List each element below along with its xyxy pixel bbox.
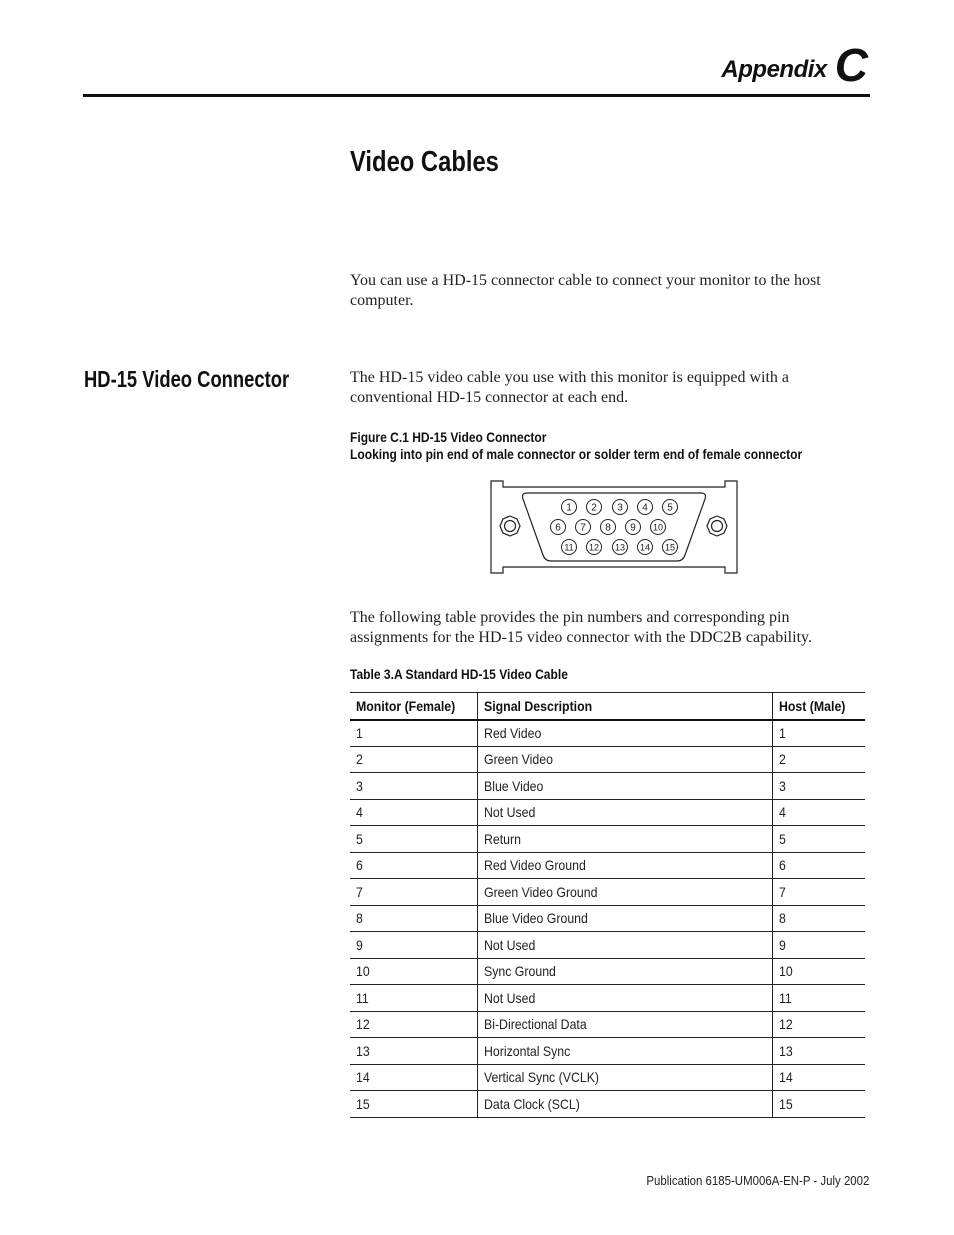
hd15-connector-diagram — [489, 479, 739, 575]
pin-12 — [587, 540, 602, 555]
signal-description-cell: Horizontal Sync — [477, 1038, 772, 1065]
pin-4 — [638, 500, 653, 515]
signal-description-cell: Sync Ground — [477, 958, 772, 985]
figure-caption: Figure C.1 HD-15 Video Connector — [350, 429, 547, 445]
monitor-pin-cell: 12 — [350, 1011, 477, 1038]
pin-14 — [638, 540, 653, 555]
host-pin-cell: 6 — [772, 852, 865, 879]
host-pin-cell: 9 — [772, 932, 865, 959]
signal-description-cell: Not Used — [477, 932, 772, 959]
monitor-pin-cell: 13 — [350, 1038, 477, 1065]
signal-description-cell: Red Video — [477, 720, 772, 747]
pin-assignment-table — [350, 692, 865, 1118]
appendix-word: Appendix — [721, 56, 827, 83]
monitor-pin-cell: 14 — [350, 1064, 477, 1091]
pin-6 — [551, 520, 566, 535]
table-row — [350, 826, 865, 853]
right-screw — [707, 516, 727, 536]
monitor-pin-cell: 4 — [350, 799, 477, 826]
host-pin-cell: 4 — [772, 799, 865, 826]
table-row — [350, 905, 865, 932]
intro-paragraph: You can use a HD-15 connector cable to connect your monitor to the host computer. — [350, 272, 821, 309]
table-row — [350, 1038, 865, 1065]
table-header-row — [350, 693, 865, 720]
section-paragraph: The HD-15 video cable you use with this monitor is equipped with a conventional HD-15 connector at each end. — [350, 369, 790, 406]
host-pin-cell: 2 — [772, 746, 865, 773]
pin-label: 15 — [664, 542, 676, 553]
table-row — [350, 1091, 865, 1118]
host-pin-cell: 1 — [772, 720, 865, 747]
table-caption: Table 3.A Standard HD-15 Video Cable — [350, 666, 568, 682]
monitor-pin-cell: 6 — [350, 852, 477, 879]
pin-2 — [587, 500, 602, 515]
pin-label: 4 — [642, 502, 648, 514]
pin-5 — [663, 500, 678, 515]
figure-subcaption: Looking into pin end of male connector or solder term end of female connector — [350, 446, 803, 462]
pin-label: 8 — [605, 522, 611, 534]
table-row — [350, 852, 865, 879]
table-row — [350, 932, 865, 959]
pin-label: 13 — [614, 542, 626, 553]
header-rule — [83, 94, 870, 97]
pin-1 — [562, 500, 577, 515]
host-pin-cell: 3 — [772, 773, 865, 800]
pin-label: 9 — [630, 522, 636, 534]
monitor-pin-cell: 9 — [350, 932, 477, 959]
pin-label: 14 — [639, 542, 651, 553]
host-pin-cell: 13 — [772, 1038, 865, 1065]
signal-description-cell: Blue Video Ground — [477, 905, 772, 932]
connector-shell — [491, 481, 737, 573]
signal-description-cell: Return — [477, 826, 772, 853]
monitor-pin-cell: 11 — [350, 985, 477, 1012]
monitor-pin-cell: 7 — [350, 879, 477, 906]
table-row — [350, 720, 865, 747]
pin-label: 1 — [566, 502, 572, 514]
table-row — [350, 879, 865, 906]
monitor-pin-cell: 2 — [350, 746, 477, 773]
pin-9 — [626, 520, 641, 535]
appendix-letter: C — [834, 39, 868, 91]
table-row — [350, 746, 865, 773]
pin-label: 11 — [564, 542, 574, 553]
table-row — [350, 799, 865, 826]
host-pin-cell: 10 — [772, 958, 865, 985]
pin-label: 12 — [588, 542, 600, 553]
signal-description-cell: Vertical Sync (VCLK) — [477, 1064, 772, 1091]
pin-label: 5 — [667, 502, 673, 514]
host-pin-cell: 12 — [772, 1011, 865, 1038]
pin-label: 3 — [617, 502, 623, 514]
pin-8 — [601, 520, 616, 535]
pin-15 — [663, 540, 678, 555]
table-row — [350, 985, 865, 1012]
pin-11 — [562, 540, 577, 555]
monitor-pin-cell: 10 — [350, 958, 477, 985]
signal-description-cell: Data Clock (SCL) — [477, 1091, 772, 1118]
monitor-pin-cell: 3 — [350, 773, 477, 800]
signal-description-cell: Red Video Ground — [477, 852, 772, 879]
appendix-heading — [721, 34, 868, 91]
pin-label: 10 — [652, 522, 664, 533]
monitor-pin-cell: 15 — [350, 1091, 477, 1118]
host-pin-cell: 8 — [772, 905, 865, 932]
monitor-pin-cell: 5 — [350, 826, 477, 853]
pin-label: 6 — [555, 522, 561, 534]
monitor-pin-cell: 1 — [350, 720, 477, 747]
signal-description-cell: Not Used — [477, 985, 772, 1012]
column-header-host: Host (Male) — [772, 693, 865, 720]
pin-label: 2 — [591, 502, 597, 514]
signal-description-cell: Green Video Ground — [477, 879, 772, 906]
host-pin-cell: 7 — [772, 879, 865, 906]
monitor-pin-cell: 8 — [350, 905, 477, 932]
pin-10 — [651, 520, 666, 535]
pin-label: 7 — [580, 522, 586, 534]
publication-footer: Publication 6185-UM006A-EN-P - July 2002 — [646, 1173, 869, 1188]
left-screw — [500, 516, 520, 536]
column-header-signal: Signal Description — [477, 693, 772, 720]
host-pin-cell: 14 — [772, 1064, 865, 1091]
pin-7 — [576, 520, 591, 535]
table-intro-paragraph: The following table provides the pin numbers and corresponding pin assignments for the HD-15 video connector with the DDC2B capability. — [350, 609, 812, 646]
pin-3 — [613, 500, 628, 515]
table-row — [350, 1064, 865, 1091]
table-row — [350, 773, 865, 800]
pin-13 — [613, 540, 628, 555]
page-title: Video Cables — [350, 146, 499, 178]
host-pin-cell: 15 — [772, 1091, 865, 1118]
column-header-monitor: Monitor (Female) — [350, 693, 477, 720]
signal-description-cell: Not Used — [477, 799, 772, 826]
section-heading: HD-15 Video Connector — [84, 366, 290, 392]
host-pin-cell: 5 — [772, 826, 865, 853]
host-pin-cell: 11 — [772, 985, 865, 1012]
table-row — [350, 1011, 865, 1038]
signal-description-cell: Blue Video — [477, 773, 772, 800]
table-row — [350, 958, 865, 985]
signal-description-cell: Bi-Directional Data — [477, 1011, 772, 1038]
signal-description-cell: Green Video — [477, 746, 772, 773]
